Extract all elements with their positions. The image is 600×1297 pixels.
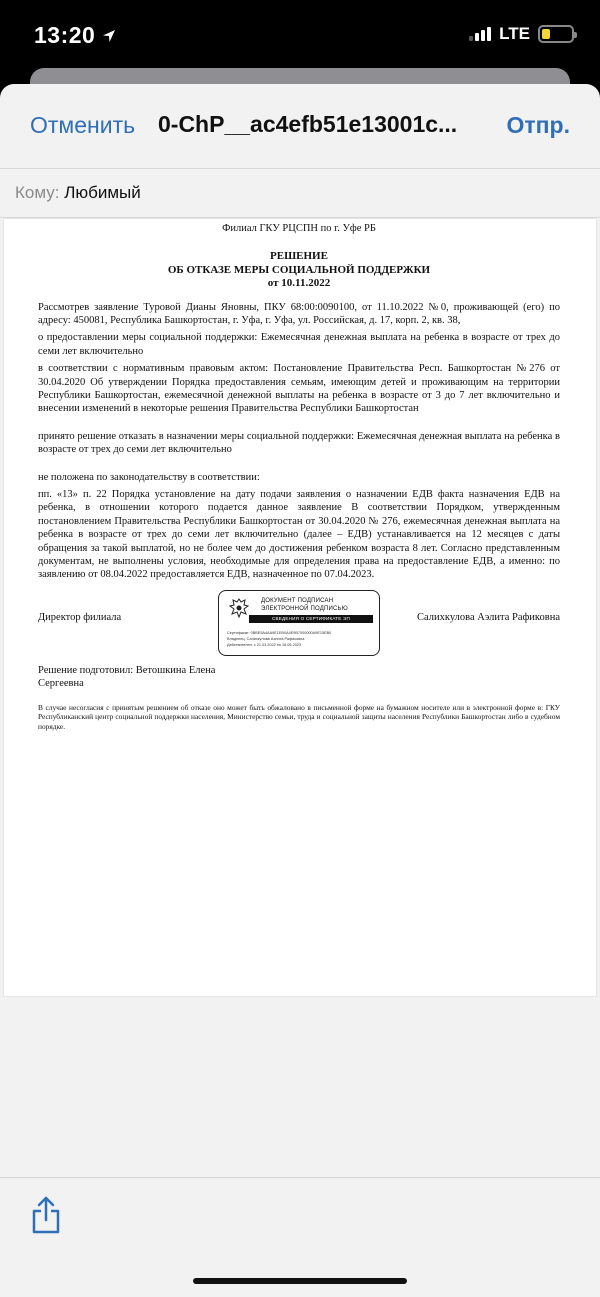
- recipient-value[interactable]: Любимый: [64, 183, 141, 202]
- appeal-note: В случае несогласия с принятым решением об отказе оно может быть обжаловано в письменной форме на бумажном носителе или в электронной форме в: ГКУ Республиканский центр социальной поддержки населения, Министерство семьи, труда и социальной защиты населения Республики Башкортостан либо в судебном порядке.: [38, 702, 560, 731]
- doc-paragraph-applicant: Рассмотрев заявление Туровой Дианы Яновны, ПКУ 68:00:0090100, от 11.10.2022 №0, проживающей (его) по адресу: 450081, Республика Башкортостан, г. Уфа, г. Уфа, ул. Российская, д. 17, корп. 2, кв. 38,: [38, 301, 560, 326]
- prepared-by-line-1: Решение подготовил: Ветошкина Елена: [38, 664, 216, 676]
- attachment-title: 0-ChP__ac4efb51e13001c...: [158, 111, 458, 137]
- prepared-by: [38, 664, 560, 691]
- signal-icon: [469, 27, 491, 41]
- doc-heading-date: от 10.11.2022: [267, 277, 331, 289]
- status-time: 13:20: [34, 22, 96, 48]
- send-button[interactable]: Отпр.: [506, 112, 570, 138]
- battery-icon: [538, 25, 574, 43]
- stamp-line-certificate: Сертификат: 0ВВЕ5А4АА9Е1ЕВ0А4Е9В7000000А9Е15ЕВ0: [227, 630, 332, 635]
- compose-sheet: [0, 84, 600, 1297]
- share-icon: [31, 1196, 61, 1234]
- compose-nav-bar: [0, 84, 600, 168]
- signature-row: [38, 588, 560, 660]
- status-indicators: [469, 24, 574, 44]
- recipient-label: Кому:: [15, 183, 60, 202]
- stamp-title-1: ДОКУМЕНТ ПОДПИСАН: [261, 597, 334, 604]
- doc-branch: Филиал ГКУ РЦСПН по г. Уфе РБ: [222, 223, 376, 234]
- director-name: Салихкулова Аэлита Рафиковна: [417, 611, 560, 623]
- stamp-line-validity: Действителен: с 21.03.2022 по 16.06.2023: [227, 642, 302, 647]
- director-label: Директор филиала: [38, 611, 122, 623]
- doc-paragraph-basis: не положена по законодательству в соответствии:: [38, 471, 260, 483]
- prepared-by-line-2: Сергеевна: [38, 678, 84, 690]
- doc-paragraph-legal-act: в соответствии с нормативным правовым актом: Постановление Правительства Респ. Башкортостан №276 от 30.04.2020 Об утверждении Порядка предоставления семьям, имеющим детей и проживающим на территории Республики Башкортостан, ежемесячной денежной выплаты на ребенка в возрасте от 3 до 7 лет включительно и внесении изменений в некоторые решения Правительства Республики Башкортостан: [38, 363, 560, 415]
- e-signature-stamp: [218, 590, 380, 656]
- stamp-certificate-bar: СВЕДЕНИЯ О СЕРТИФИКАТЕ ЭП: [249, 615, 373, 623]
- cancel-button[interactable]: Отменить: [30, 112, 136, 138]
- status-bar: [0, 0, 600, 70]
- status-time-wrap: [34, 22, 117, 49]
- doc-paragraph-decision: принято решение отказать в назначении меры социальной поддержки: Ежемесячная денежная выплата на ребенка в возрасте от трех до семи лет включительно: [38, 430, 560, 456]
- share-button[interactable]: [28, 1196, 64, 1236]
- home-indicator[interactable]: [193, 1278, 407, 1284]
- doc-heading: [38, 250, 560, 291]
- stamp-title-2: ЭЛЕКТРОННОЙ ПОДПИСЬЮ: [261, 605, 348, 612]
- doc-heading-title: РЕШЕНИЕ: [270, 250, 328, 262]
- doc-paragraph-reason: пп. «13» п. 22 Порядка установление на дату подачи заявления о назначении ЕДВ факта назначения ЕДВ на ребенка, в отношении которого подается данное заявление В соответствии Порядком, утвержденным постановлением Правительства Республики Башкортостан от 30.04.2020 № 276, ежемесячная денежная выплата на ребенка в возрасте от трех до семи лет включительно (далее – ЕДВ) устанавливается на 12 месяцев с даты обращения за такой выплатой, но не более чем до достижения ребенком возраста 8 лет. Согласно представленным документам, не выполнены условия, необходимые для определения права на предоставление ЕДВ, а именно: по заявлению от 08.04.2022 предоставляется ЕДВ, назначенное по 07.04.2023.: [38, 488, 560, 581]
- document-preview: [4, 219, 596, 996]
- coat-of-arms-icon: [227, 596, 251, 620]
- network-label: LTE: [499, 24, 530, 43]
- doc-paragraph-measure: о предоставлении меры социальной поддержки: Ежемесячная денежная выплата на ребенка в возрасте от трех до семи лет включительно: [38, 332, 560, 357]
- recipient-field[interactable]: [0, 168, 600, 218]
- stamp-line-owner: Владелец: Салихкулова Аэлита Рафиковна: [227, 636, 305, 641]
- location-arrow-icon: [101, 28, 117, 44]
- doc-heading-subtitle: ОБ ОТКАЗЕ МЕРЫ СОЦИАЛЬНОЙ ПОДДЕРЖКИ: [167, 263, 431, 276]
